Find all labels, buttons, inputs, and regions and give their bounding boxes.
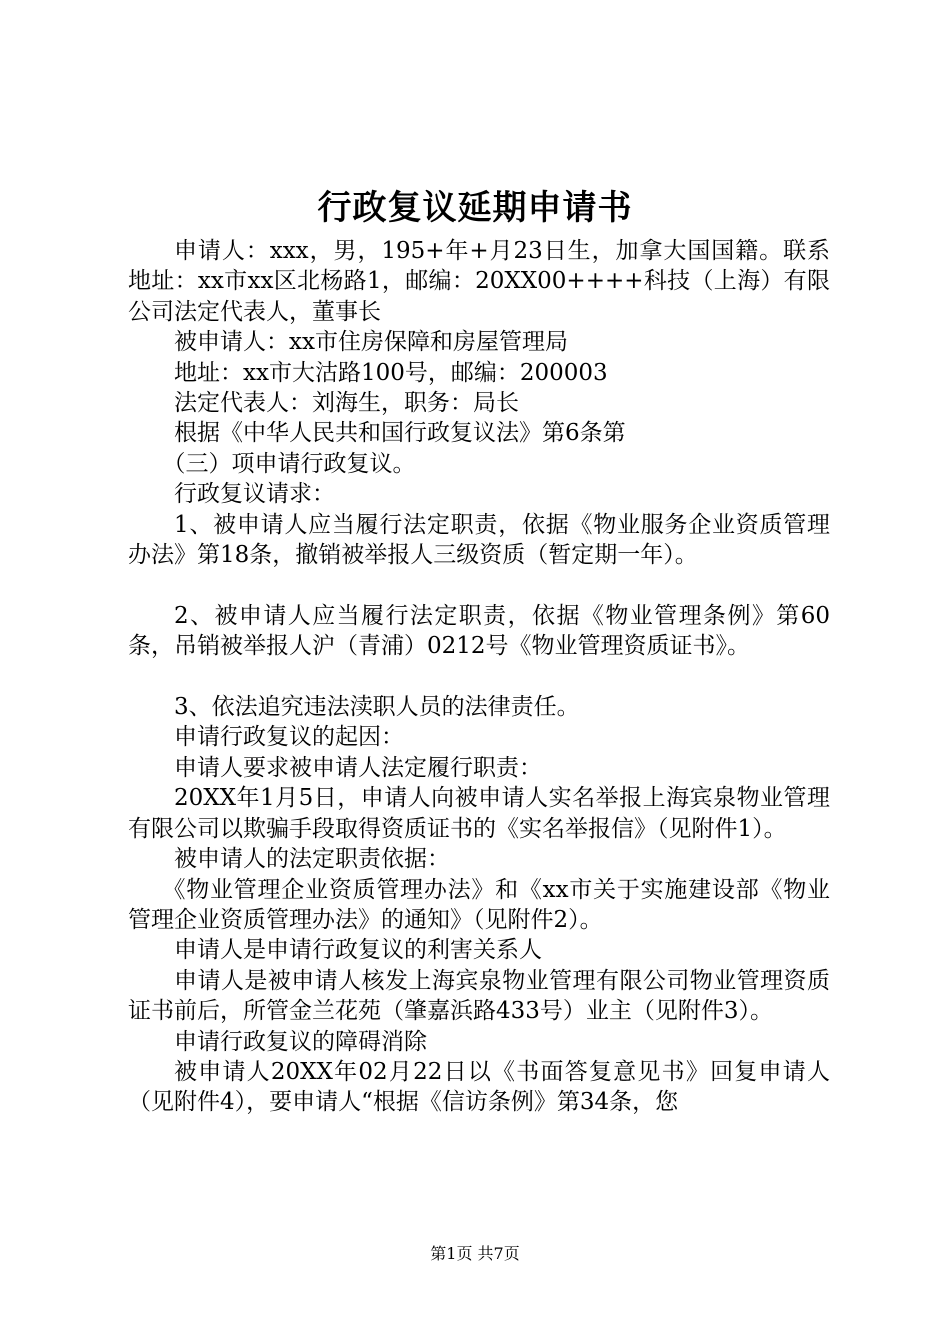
paragraph-interest-heading: 申请人是申请行政复议的利害关系人 xyxy=(174,937,542,964)
paragraph-requests-heading: 行政复议请求： xyxy=(174,481,335,508)
paragraph-obstacle-detail: 被申请人20XX年02月22日以《书面答复意见书》回复申请人（见附件4），要申请人“根据《信访条例》第34条，您 xyxy=(128,1058,830,1116)
paragraph-respondent-address: 地址：xx市大沽路100号，邮编：200003 xyxy=(174,359,608,386)
paragraph-legal-basis-item: （三）项申请行政复议。 xyxy=(162,450,416,477)
paragraph-respondent: 被申请人：xx市住房保障和房屋管理局 xyxy=(174,329,568,356)
paragraph-obstacle-heading: 申请行政复议的障碍消除 xyxy=(174,1028,427,1055)
paragraph-legal-representative: 法定代表人：刘海生，职务：局长 xyxy=(174,390,519,417)
paragraph-applicant: 申请人：xxx，男，195+年+月23日生，加拿大国国籍。联系地址：xx市xx区北杨路1，邮编：20XX00++++科技（上海）有限公司法定代表人，董事长 xyxy=(128,238,830,325)
paragraph-request-3: 3、依法追究违法渎职人员的法律责任。 xyxy=(174,694,580,721)
page-footer: 第1页 共7页 xyxy=(430,1244,520,1263)
paragraph-interest-detail: 申请人是被申请人核发上海宾泉物业管理有限公司物业管理资质证书前后，所管金兰花苑（肇嘉浜路433号）业主（见附件3）。 xyxy=(128,967,830,1025)
paragraph-cause-heading: 申请行政复议的起因： xyxy=(174,724,404,751)
paragraph-cause-subheading: 申请人要求被申请人法定履行职责： xyxy=(174,754,542,781)
paragraph-duty-heading: 被申请人的法定职责依据： xyxy=(174,846,450,873)
document-title: 行政复议延期申请书 xyxy=(317,188,633,228)
paragraph-request-2: 2、被申请人应当履行法定职责，依据《物业管理条例》第60条，吊销被举报人沪（青浦）0212号《物业管理资质证书》。 xyxy=(128,602,830,660)
paragraph-report-date: 20XX年1月5日，申请人向被申请人实名举报上海宾泉物业管理有限公司以欺骗手段取得资质证书的《实名举报信》（见附件1）。 xyxy=(128,785,830,842)
paragraph-duty-basis: 《物业管理企业资质管理办法》和《xx市关于实施建设部《物业管理企业资质管理办法》的通知》（见附件2）。 xyxy=(128,876,830,933)
paragraph-legal-basis: 根据《中华人民共和国行政复议法》第6条第 xyxy=(174,420,626,447)
paragraph-request-1: 1、被申请人应当履行法定职责，依据《物业服务企业资质管理办法》第18条，撤销被举报人三级资质（暂定期一年）。 xyxy=(128,511,830,569)
document-body xyxy=(128,236,830,1118)
